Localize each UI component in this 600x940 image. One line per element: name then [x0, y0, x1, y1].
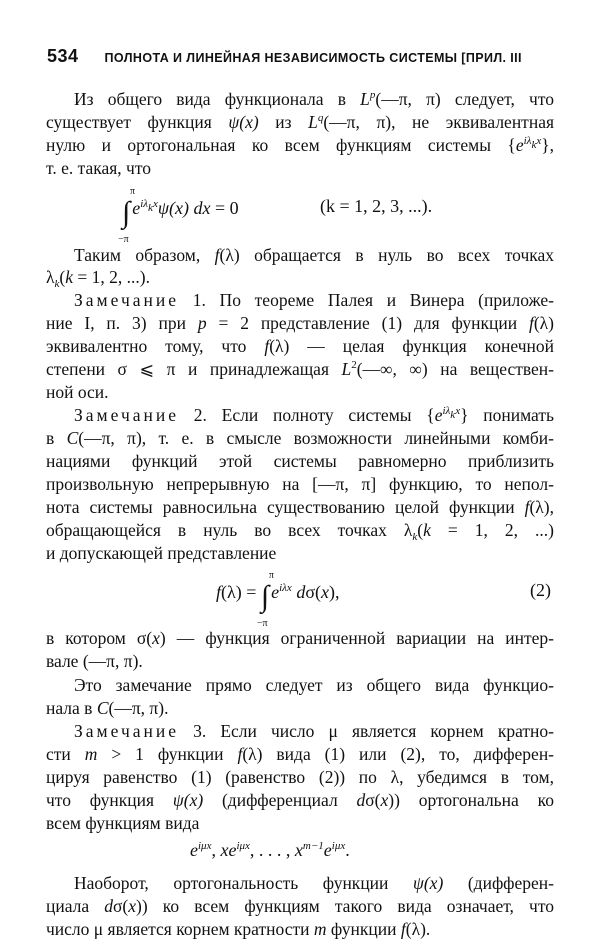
- text-line: в котором σ(x) — функция ограниченной вариации на интер-: [46, 628, 554, 648]
- page-header: [47, 46, 557, 67]
- formula-representation: f(λ) = ∫ π −π $e^{i\lambda x}$ dσ(x),: [216, 570, 340, 629]
- formula-integral-orthogonality: ∫ π −π $e^{i\lambda_kx}\psi(x)$ dx = 0: [118, 186, 239, 245]
- text-line: нота системы равносильна существованию целой функции f(λ),: [46, 497, 554, 517]
- text-line: вале (—π, π).: [46, 651, 143, 671]
- text-line: ной оси.: [46, 382, 109, 402]
- text-line: и допускающей представление: [46, 543, 277, 563]
- text-line: Из общего вида функционала в $L^p(—\pi$, π) следует, что: [74, 89, 554, 109]
- text-line: в C(—π, π), т. е. в смысле возможности линейными комби-: [46, 428, 554, 448]
- page-number: 534: [47, 46, 79, 66]
- text-line: Замечание 3. Если число μ является корнем кратно-: [74, 721, 554, 741]
- text-line: всем функциям вида: [46, 813, 200, 833]
- text-line: $\lambda_k(k = 1$, 2, ...).: [46, 267, 150, 290]
- text-line: произвольную непрерывную на [—π, π] функцию, то непол-: [46, 474, 554, 494]
- text-line: цируя равенство (1) (равенство (2)) по λ, убедимся в том,: [46, 767, 554, 787]
- formula-condition: (k = 1, 2, 3, ...).: [320, 196, 433, 216]
- text-line: ние I, п. 3) при p = 2 представление (1) для функции f(λ): [46, 313, 554, 333]
- formula-exponentials: $e^{i\mu x}$, $xe^{i\mu x}$, . . . , $x^{m-1}e^{i\mu x}$.: [190, 840, 350, 860]
- integral-sign: ∫ π −π: [118, 186, 136, 245]
- text-line: нулю и ортогональная ко всем функциям системы $\{e^{i\lambda_kx}\}$,: [46, 135, 554, 155]
- text-line: нала в C(—π, π).: [46, 698, 169, 718]
- equation-number: (2): [530, 580, 551, 600]
- text-line: циала dσ(x)) ко всем функциям такого вида означает, что: [46, 896, 554, 916]
- text-line: Таким образом, f(λ) обращается в нуль во всех точках: [74, 245, 555, 265]
- text-line: Замечание 1. По теореме Палея и Винера (приложе-: [74, 290, 554, 310]
- text-line: степени σ ⩽ π и принадлежащая $L^2(—\infty$, ∞) на веществен-: [46, 359, 554, 379]
- text-line: т. е. такая, что: [46, 158, 151, 178]
- text-line: сти m > 1 функции f(λ) вида (1) или (2), то, дифферен-: [46, 744, 555, 764]
- text-line: нациями функций этой системы равномерно приблизить: [46, 451, 554, 471]
- text-line: существует функция ψ(x) из $L^q(—\pi$, π), не эквивалентная: [46, 112, 555, 132]
- integral-sign: ∫ π −π: [256, 570, 274, 629]
- text-line: Это замечание прямо следует из общего вида функцио-: [74, 675, 554, 695]
- text-line: Замечание 2. Если полноту системы $\{e^{i\lambda_kx}\}$ понимать: [74, 405, 554, 425]
- running-head: ПОЛНОТА И ЛИНЕЙНАЯ НЕЗАВИСИМОСТЬ СИСТЕМЫ [ПРИЛ. III: [104, 51, 522, 65]
- text-line: число μ является корнем кратности m функции f(λ).: [46, 919, 431, 939]
- text-line: Наоборот, ортогональность функции ψ(x) (дифферен-: [74, 873, 554, 893]
- text-line: что функция ψ(x) (дифференциал dσ(x)) ортогональна ко: [46, 790, 554, 810]
- text-line: обращающейся в нуль во всех точках $\lambda_k(k = 1$, 2, ...): [46, 520, 555, 543]
- text-line: эквивалентно тому, что f(λ) — целая функция конечной: [46, 336, 554, 356]
